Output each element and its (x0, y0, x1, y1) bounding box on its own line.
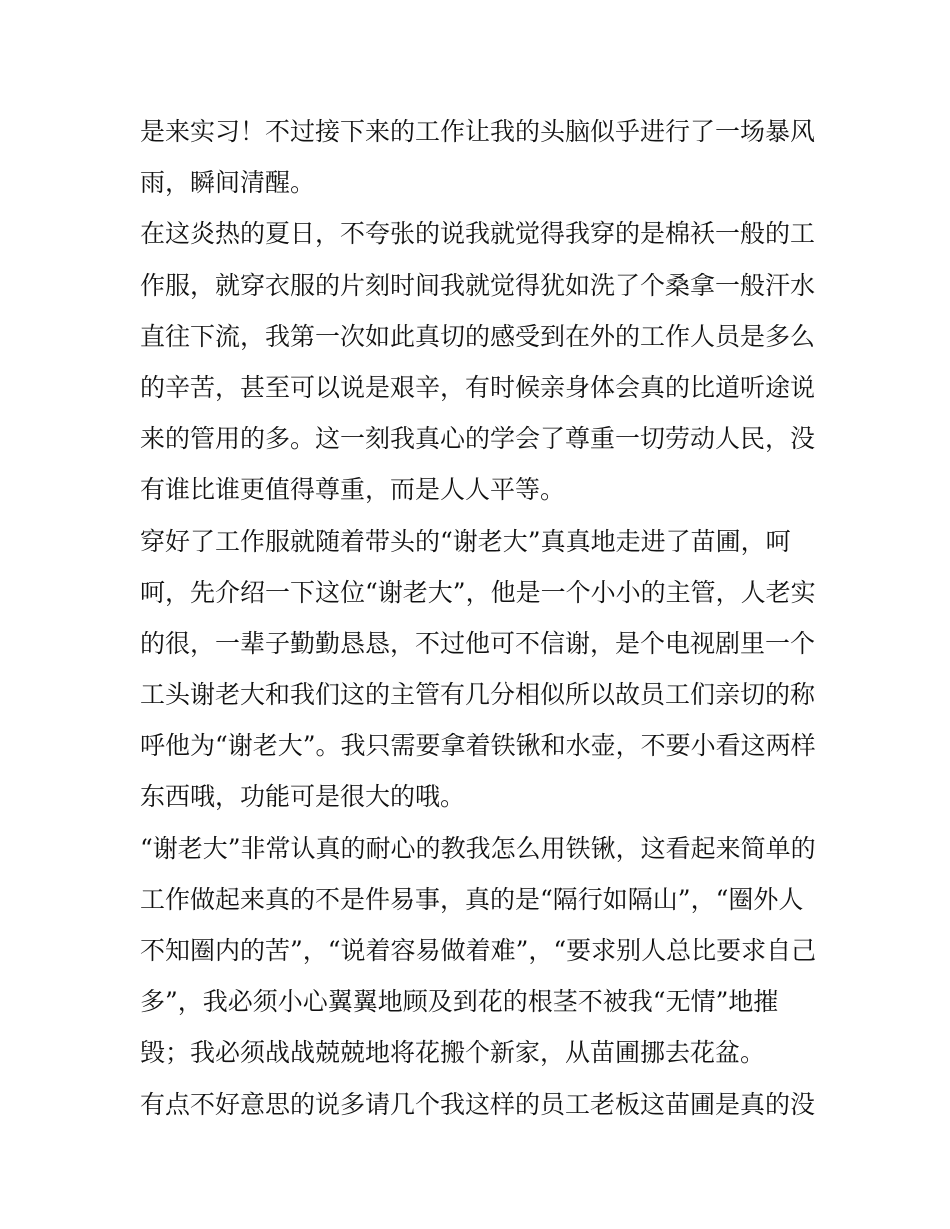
text-line-3: 在这炎热的夏日，不夸张的说我就觉得我穿的是棉袄一般的工 (140, 219, 816, 249)
text-line-10: 呵，先介绍一下这位“谢老大”，他是一个小小的主管，人老实 (140, 577, 816, 607)
text-line-20: 有点不好意思的说多请几个我这样的员工老板这苗圃是真的没 (140, 1089, 816, 1119)
text-line-12: 工头谢老大和我们这的主管有几分相似所以故员工们亲切的称 (140, 680, 816, 710)
text-line-19: 毁；我必须战战兢兢地将花搬个新家，从苗圃挪去花盆。 (140, 1038, 766, 1068)
document-body (140, 106, 820, 1130)
text-line-13: 呼他为“谢老大”。我只需要拿着铁锹和水壶，不要小看这两样 (140, 731, 816, 761)
text-line-6: 的辛苦，甚至可以说是艰辛，有时候亲身体会真的比道听途说 (140, 372, 816, 402)
text-line-1: 是来实习！不过接下来的工作让我的头脑似乎进行了一场暴风 (140, 117, 816, 146)
text-line-14: 东西哦，功能可是很大的哦。 (140, 782, 466, 812)
text-line-16: 工作做起来真的不是件易事，真的是“隔行如隔山”，“圈外人 (140, 884, 804, 914)
text-line-18: 多”，我必须小心翼翼地顾及到花的根茎不被我“无情”地摧 (140, 987, 779, 1017)
text-line-7: 来的管用的多。这一刻我真心的学会了尊重一切劳动人民，没 (140, 424, 816, 454)
text-line-5: 直往下流，我第一次如此真切的感受到在外的工作人员是多么 (140, 321, 816, 351)
text-line-9: 穿好了工作服就随着带头的“谢老大”真真地走进了苗圃，呵 (140, 526, 791, 556)
text-line-11: 的很，一辈子勤勤恳恳，不过他可不信谢，是个电视剧里一个 (140, 628, 816, 658)
text-line-4: 作服，就穿衣服的片刻时间我就觉得犹如洗了个桑拿一般汗水 (140, 270, 816, 300)
text-line-17: 不知圈内的苦”，“说着容易做着难”，“要求别人总比要求自己 (140, 936, 817, 965)
text-line-2: 雨，瞬间清醒。 (140, 168, 316, 198)
text-line-8: 有谁比谁更值得尊重，而是人人平等。 (140, 475, 566, 505)
text-line-15: “谢老大”非常认真的耐心的教我怎么用铁锹，这看起来简单的 (140, 833, 816, 863)
